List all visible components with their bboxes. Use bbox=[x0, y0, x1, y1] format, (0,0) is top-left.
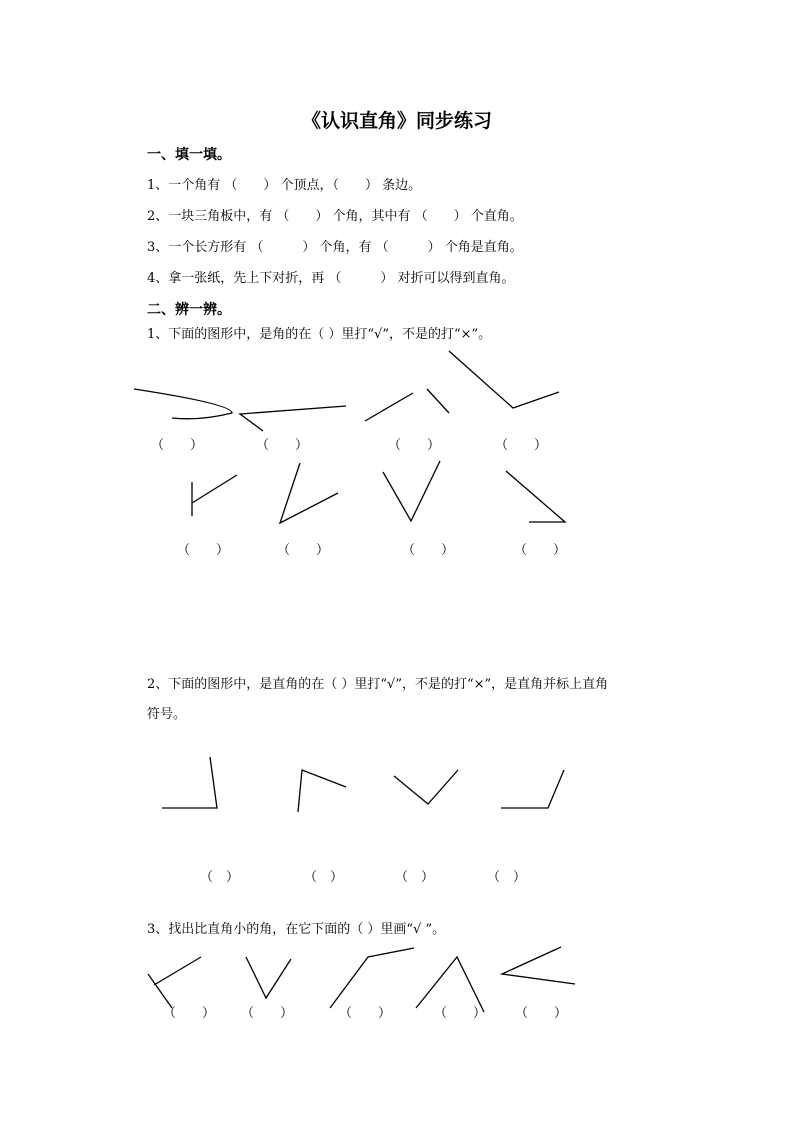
question-2-1: 1、下面的图形中，是角的在（ ）里打“√”，不是的打“×”。 bbox=[147, 327, 492, 342]
question-2-2-line1: 2、下面的图形中，是直角的在（ ）里打“√”，不是的打“×”，是直角并标上直角 bbox=[147, 677, 609, 692]
page-title: 《认识直角》同步练习 bbox=[301, 110, 492, 132]
answer-bracket-2-1-g[interactable]: （ ） bbox=[402, 543, 455, 558]
figure-2-1-h bbox=[506, 471, 565, 522]
answer-bracket-2-3-b[interactable]: （ ） bbox=[241, 1006, 294, 1021]
question-2-3: 3、找出比直角小的角，在它下面的（ ）里画“√ ”。 bbox=[147, 922, 446, 937]
answer-bracket-2-2-b[interactable]: （ ） bbox=[304, 870, 344, 885]
section1-heading: 一、填一填。 bbox=[147, 147, 231, 163]
answer-bracket-2-1-a[interactable]: （ ） bbox=[151, 438, 204, 453]
answer-bracket-2-3-d[interactable]: （ ） bbox=[434, 1006, 487, 1021]
question-1-3: 3、一个长方形有 （ ） 个角，有 （ ） 个角是直角。 bbox=[147, 240, 523, 255]
figure-2-1-b bbox=[240, 406, 346, 431]
figure-2-3-c bbox=[330, 948, 414, 1008]
section2-heading: 二、辨一辨。 bbox=[147, 302, 231, 318]
answer-bracket-2-2-c[interactable]: （ ） bbox=[395, 870, 435, 885]
answer-bracket-2-1-h[interactable]: （ ） bbox=[514, 543, 567, 558]
answer-bracket-2-3-a[interactable]: （ ） bbox=[163, 1006, 216, 1021]
question-2-2-line2: 符号。 bbox=[147, 707, 187, 722]
answer-bracket-2-1-f[interactable]: （ ） bbox=[277, 543, 330, 558]
figure-2-3-e bbox=[502, 947, 575, 984]
answer-bracket-2-2-a[interactable]: （ ） bbox=[200, 870, 240, 885]
answer-bracket-2-3-e[interactable]: （ ） bbox=[515, 1006, 568, 1021]
figure-2-2-d bbox=[501, 770, 564, 808]
figure-2-1-e bbox=[192, 475, 237, 516]
answer-bracket-2-1-e[interactable]: （ ） bbox=[177, 543, 230, 558]
answer-bracket-2-3-c[interactable]: （ ） bbox=[339, 1006, 392, 1021]
figure-2-1-a bbox=[134, 389, 232, 419]
figure-2-2-c bbox=[394, 770, 458, 804]
figure-2-1-c bbox=[365, 389, 449, 421]
question-1-1: 1、一个角有 （ ） 个顶点，（ ） 条边。 bbox=[147, 178, 422, 193]
answer-bracket-2-2-d[interactable]: （ ） bbox=[487, 870, 527, 885]
question-1-4: 4、拿一张纸，先上下对折，再 （ ） 对折可以得到直角。 bbox=[147, 271, 515, 286]
figure-2-3-b bbox=[246, 957, 291, 998]
figure-2-2-b bbox=[298, 770, 346, 812]
figure-2-1-g bbox=[383, 461, 440, 521]
answer-bracket-2-1-b[interactable]: （ ） bbox=[256, 438, 309, 453]
figure-2-3-a bbox=[148, 957, 201, 1008]
answer-bracket-2-1-c[interactable]: （ ） bbox=[388, 438, 441, 453]
answer-bracket-2-1-d[interactable]: （ ） bbox=[495, 438, 548, 453]
figure-2-1-f bbox=[280, 463, 338, 523]
figure-2-2-a bbox=[162, 757, 217, 808]
question-1-2: 2、一块三角板中，有 （ ） 个角，其中有 （ ） 个直角。 bbox=[147, 209, 523, 224]
figure-2-1-d bbox=[449, 351, 559, 408]
